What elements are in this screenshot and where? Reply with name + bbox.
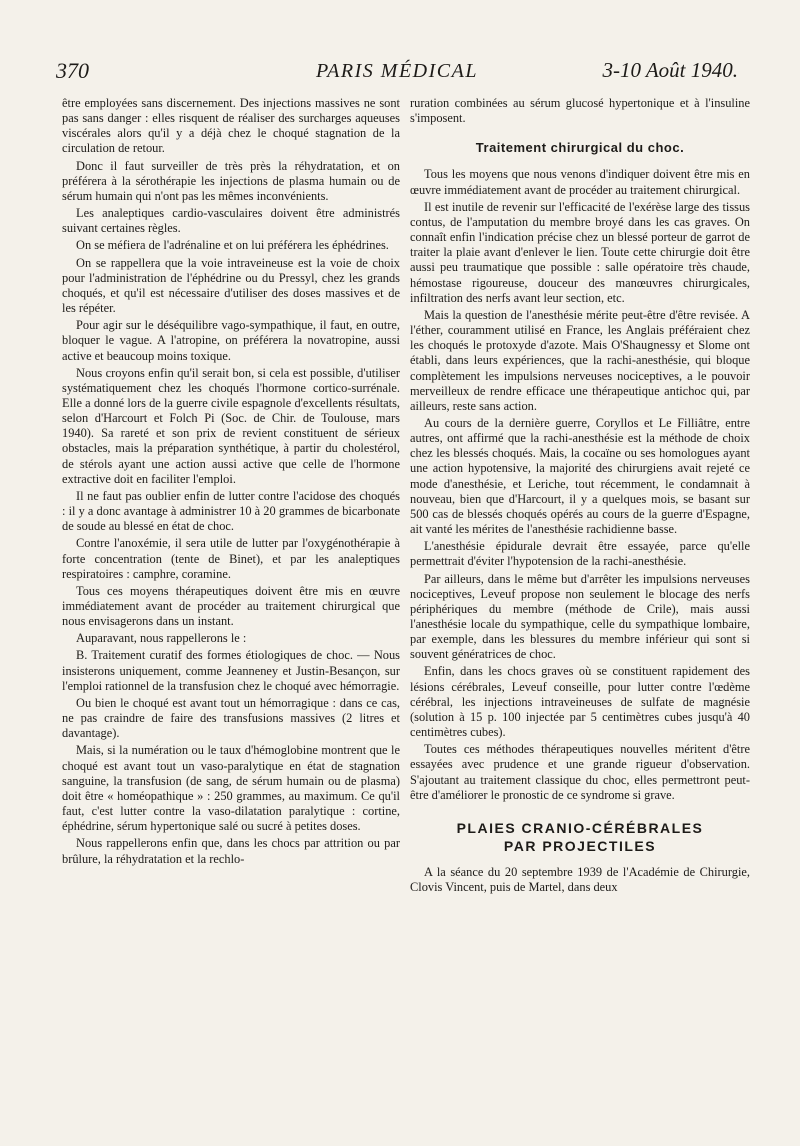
- article-title-line: PLAIES CRANIO-CÉRÉBRALES: [456, 819, 704, 836]
- section-heading: Traitement chirurgical du choc.: [475, 140, 685, 156]
- paragraph: Auparavant, nous rappellerons le :: [76, 631, 247, 646]
- paragraph: Donc il faut surveiller de très près la réhydratation, et on préférera à la sérothérapie les injections de plasma humain ou de sérum humain qui n'ont pas les mêmes inconvénients.: [62, 158, 400, 203]
- paragraph: Il est inutile de revenir sur l'efficacité de l'exérèse large des tissus contus, de l'amputation du membre broyé dans les cas graves. On connaît enfin l'indication précise chez un blessé porteur de garrot de traiter la plaie avant d'enlever le lien. Toute cette chirurgie doit être aussi peu traumatique que possible : salle opératoire très chaude, hémostase rigoureuse, douceur des manœuvres chirurgicales, infiltration des nerfs avant leur section, etc.: [410, 199, 750, 305]
- journal-title: PARIS MÉDICAL: [316, 60, 478, 82]
- article-title-line: PAR PROJECTILES: [503, 837, 657, 854]
- paragraph: Les analeptiques cardio-vasculaires doivent être administrés suivant certaines règles.: [62, 206, 400, 236]
- paragraph: L'anesthésie épidurale devrait être essayée, parce qu'elle permettrait d'éviter l'hypotension de la rachi-anesthésie.: [410, 539, 750, 569]
- article-title: [410, 819, 750, 855]
- page-number: 370: [56, 58, 89, 83]
- paragraph: Nous rappellerons enfin que, dans les chocs par attrition ou par brûlure, la réhydratation et la rechlo-: [62, 836, 400, 866]
- paragraph: Tous les moyens que nous venons d'indiquer doivent être mis en œuvre immédiatement avant de procéder au traitement chirurgical.: [410, 167, 750, 197]
- paragraph: Mais la question de l'anesthésie mérite peut-être d'être revisée. A l'éther, couramment utilisé en France, les Anglais préféraient chez les choqués le protoxyde d'azote. Mais O'Shaugnessy et Slome ont établi, dans leurs expériences, que la rachi-anesthésie, qui bloque complètement les impulsions nerveuses nociceptives, a le pouvoir merveilleux de rendre efficace une thérapeutique antichoc qui, par ailleurs, reste sans action.: [410, 307, 750, 413]
- paragraph: On se méfiera de l'adrénaline et on lui préférera les éphédrines.: [76, 238, 389, 253]
- paragraph: ruration combinées au sérum glucosé hypertonique et à l'insuline s'imposent.: [410, 96, 750, 126]
- paragraph: Il ne faut pas oublier enfin de lutter contre l'acidose des choqués : il y a donc avantage à administrer 10 à 20 grammes de bicarbonate de soude au blessé en état de choc.: [62, 488, 400, 534]
- page-header: [56, 58, 738, 92]
- paragraph: Mais, si la numération ou le taux d'hémoglobine montrent que le choqué est avant tout un vaso-paralytique en état de stagnation sanguine, la transfusion (de sang, de sérum humain ou de plasma) doit être « homéopathique » : 250 grammes, au maximum. Ce qu'il faut, c'est lutter contre la vaso-dilatation paralytique : cortine, éphédrine, sérum hypertonique salé ou sucré à petites doses.: [62, 743, 400, 834]
- paragraph: Tous ces moyens thérapeutiques doivent être mis en œuvre immédiatement avant de procéder au traitement chirurgical que nous envisagerons dans un instant.: [62, 583, 400, 629]
- paragraph: Nous croyons enfin qu'il serait bon, si cela est possible, d'utiliser systématiquement chez les choqués l'hormone cortico-surrénale. Elle a donné lors de la guerre civile espagnole d'excellents résultats, selon d'Harcourt et Folch Pi (Soc. de Chir. de Toulouse, mars 1940). Sa rareté et son prix de revient constituent de sérieux obstacles, mais la préparation synthétique, à partir du cholestérol, de stérols ayant une action aussi active que celle de l'hormone extractive doit en faciliter l'emploi.: [62, 365, 400, 486]
- paragraph: Toutes ces méthodes thérapeutiques nouvelles méritent d'être essayées avec prudence et une grande rigueur d'observation. S'ajoutant au traitement classique du choc, elles permettront peut-être d'améliorer le pronostic de ce syndrome si grave.: [410, 742, 750, 802]
- left-column: [62, 96, 400, 869]
- issue-date: 3-10 Août 1940.: [602, 58, 738, 82]
- paragraph: être employées sans discernement. Des injections massives ne sont pas sans danger : elles risquent de réaliser des surcharges aqueuses viscérales alors qu'il y a déjà chez le choqué stagnation de la circulation de retour.: [62, 96, 400, 156]
- right-column: [410, 96, 750, 897]
- paragraph: Au cours de la dernière guerre, Coryllos et Le Filliâtre, entre autres, ont affirmé que la rachi-anesthésie est la méthode de choix chez les blessés choqués. Mais, la cocaïne ou ses homologues ayant une action hypotensive, la majorité des chirurgiens avait rejeté ce mode d'anesthésie, et Leriche, tout récemment, le condamnait à nouveau, bien que d'Harcourt, il y a quelques mois, se basant sur 500 cas de blessés choqués opérés au cours de la guerre d'Espagne, ait vanté les mérites de l'anesthésie rachidienne basse.: [410, 415, 750, 537]
- paragraph: Ou bien le choqué est avant tout un hémorragique : dans ce cas, ne pas craindre de faire des transfusions massives (2 litres et davantage).: [62, 695, 400, 741]
- paragraph: Enfin, dans les chocs graves où se constituent rapidement des lésions cérébrales, Leveuf conseille, pour lutter contre l'œdème cérébral, les injections intraveineuses de sulfate de magnésie (solution à 15 p. 100 injectée par 5 centimètres cubes jusqu'à 40 centimètres cubes).: [410, 664, 750, 740]
- paragraph: On se rappellera que la voie intraveineuse est la voie de choix pour l'administration de l'éphédrine ou du Pressyl, chez les grands choqués, et qu'il est nécessaire d'utiliser des doses massives et de les répéter.: [62, 255, 400, 316]
- paragraph: Par ailleurs, dans le même but d'arrêter les impulsions nerveuses nociceptives, Leveuf propose non seulement le blocage des nerfs périphériques du membre (méthode de Crile), mais aussi l'anesthésie locale du sympathique, celle du sympathique lombaire, par exemple, dans les blessures du membre inférieur qui sont si souvent génératrices de choc.: [410, 571, 750, 662]
- paragraph: Pour agir sur le déséquilibre vago-sympathique, il faut, en outre, bloquer le vague. A l'atropine, on préférera la novatropine, aussi active et beaucoup moins toxique.: [62, 318, 400, 363]
- paragraph: Contre l'anoxémie, il sera utile de lutter par l'oxygénothérapie à forte concentration (tente de Binet), et par les analeptiques respiratoires : camphre, coramine.: [62, 536, 400, 581]
- paragraph: B. Traitement curatif des formes étiologiques de choc. — Nous insisterons uniquement, comme Jeanneney et Justin-Besançon, sur l'emploi rationnel de la transfusion chez le choqué avec hémorragie.: [62, 648, 400, 693]
- paragraph: A la séance du 20 septembre 1939 de l'Académie de Chirurgie, Clovis Vincent, puis de Martel, dans deux: [410, 864, 750, 895]
